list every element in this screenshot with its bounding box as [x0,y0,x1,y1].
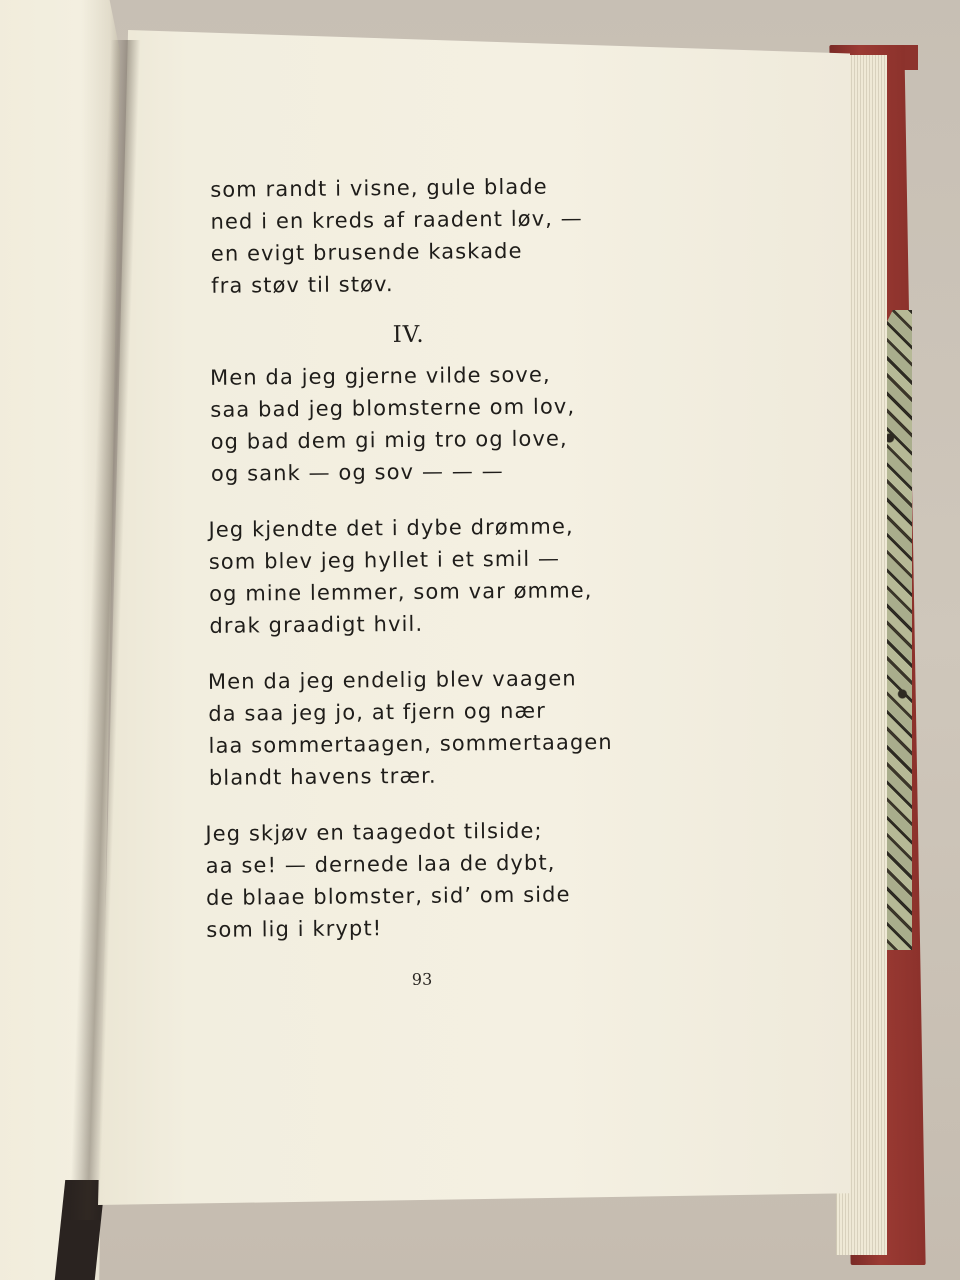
poem-line: Jeg kjendte det i dybe drømme, [208,514,574,542]
poem-line: som randt i visne, gule blade [210,174,548,202]
poem-line: ned i en kreds af raadent løv, — [210,206,583,234]
poem-line: og mine lemmer, som var ømme, [209,578,593,606]
poem-line: saa bad jeg blomsterne om lov, [210,394,576,422]
poem-line: som blev jeg hyllet i et smil — [208,546,561,574]
poem-line: fra støv til støv. [211,272,394,298]
poem-line: blandt havens trær. [208,763,437,790]
poem-line: Men da jeg endelig blev vaagen [207,666,577,694]
poem-line: laa sommertaagen, sommertaagen [208,729,613,758]
poem-line: og bad dem gi mig tro og love, [210,426,568,454]
poem-line: Men da jeg gjerne vilde sove, [209,362,551,390]
poem-line: som lig i krypt! [206,916,383,942]
poem-line: de blaae blomster, sid’ om side [205,882,571,910]
poem-line: Jeg skjøv en taagedot tilside; [205,818,543,846]
section-heading: IV. [392,321,425,349]
poem-line: drak graadigt hvil. [209,611,424,638]
poem-line: en evigt brusende kaskade [210,238,523,266]
page-number: 93 [411,969,433,989]
poem-line: da saa jeg jo, at fjern og nær [208,698,547,726]
poem-line: aa se! — dernede laa de dybt, [205,850,556,878]
poem-line: og sank — og sov — — — [210,458,504,486]
